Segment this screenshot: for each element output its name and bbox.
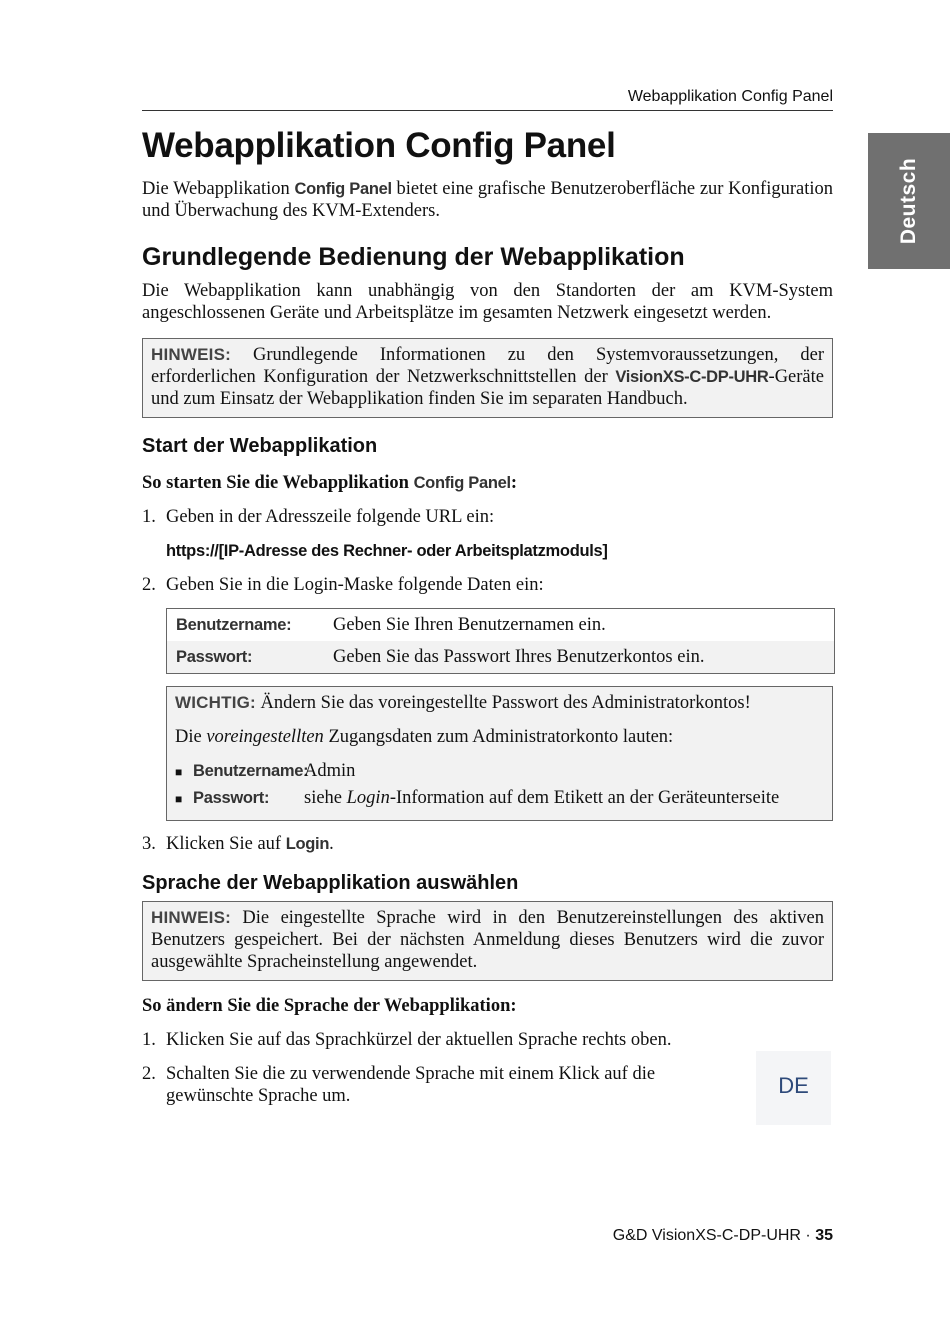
note-text-post: -Geräte und zum Einsatz der Webapplikation finden Sie im separaten Handbuch.: [151, 367, 824, 409]
start-instruction-title: [142, 472, 833, 494]
warning-box: [166, 686, 833, 821]
bullet-key: Benutzername:: [193, 762, 309, 780]
intro-term: Config Panel: [294, 180, 392, 198]
footer-product: G&D VisionXS-C-DP-UHR ·: [612, 1227, 816, 1244]
note-label: HINWEIS:: [151, 345, 231, 364]
warning-text: Ändern Sie das voreingestellte Passwort des Administratorkontos!: [255, 693, 751, 713]
note-device-name: VisionXS-C-DP-UHR: [615, 368, 769, 386]
warning-line-1: [175, 692, 824, 714]
login-key-password: Passwort:: [176, 648, 253, 666]
language-code-button-illustration: [756, 1051, 831, 1125]
step3-pre: Klicken Sie auf: [166, 834, 286, 854]
table-row: [167, 641, 834, 673]
warning-label: WICHTIG:: [175, 693, 256, 712]
login-key-username: Benutzername:: [176, 616, 292, 634]
step-number: 1.: [142, 1030, 156, 1050]
heading-start: Start der Webapplikation: [142, 435, 378, 457]
login-value-password: Geben Sie das Passwort Ihres Benutzerkontos ein.: [333, 647, 705, 667]
language-step-2: [142, 1063, 742, 1107]
start-instr-term: Config Panel: [413, 474, 511, 492]
login-term: Login: [285, 835, 330, 853]
list-item: [175, 760, 824, 783]
list-item: [175, 787, 824, 810]
intro-post: bietet eine grafische Benutzeroberfläche zur Konfiguration und Überwachung des KVM-Extenders.: [142, 179, 833, 221]
step-text: Geben in der Adresszeile folgende URL ein:: [166, 507, 495, 527]
warning-line-2: [175, 726, 824, 748]
heading-basic-operation: Grundlegende Bedienung der Webapplikation: [142, 243, 685, 271]
step-text: Klicken Sie auf das Sprachkürzel der aktuellen Sprache rechts oben.: [166, 1030, 672, 1050]
heading-language: Sprache der Webapplikation auswählen: [142, 872, 519, 894]
start-step-3: [142, 833, 833, 855]
url-text: https://[IP-Adresse des Rechner- oder Arbeitsplatzmoduls]: [166, 542, 608, 560]
note-box-language: [142, 901, 833, 981]
bullet-key: Passwort:: [193, 789, 270, 807]
page-footer: [142, 1227, 833, 1245]
note-text: Die eingestellte Sprache wird in den Benutzereinstellungen des aktiven Benutzers gespeichert. Bei der nächsten Anmeldung dieses Benutzers wird die zuvor ausgewählte Spracheinstellung angewendet.: [151, 908, 824, 972]
header-rule: [142, 110, 833, 111]
page-number: 35: [815, 1227, 833, 1244]
note-box-requirements: [142, 338, 833, 418]
start-instr-pre: So starten Sie die Webapplikation: [142, 473, 414, 493]
step-text: [166, 833, 833, 855]
language-instruction-title: So ändern Sie die Sprache der Webapplikation:: [142, 996, 517, 1016]
language-side-tab: [868, 133, 950, 269]
language-step-1: [142, 1029, 742, 1051]
warning-line2-pre: Die: [175, 727, 207, 747]
login-data-table: [166, 608, 835, 674]
start-step-2: [142, 574, 833, 596]
bullet-square-icon: ■: [175, 765, 183, 779]
running-header: Webapplikation Config Panel: [627, 88, 833, 105]
start-step-1: [142, 506, 833, 528]
note-label: HINWEIS:: [151, 908, 231, 927]
language-code: DE: [778, 1073, 809, 1098]
warning-line2-post: Zugangsdaten zum Administratorkonto lauten:: [323, 727, 674, 747]
main-content: [142, 126, 833, 1119]
step-number: 3.: [142, 834, 156, 854]
note-text-pre: Grundlegende Informationen zu den Systemvoraussetzungen, der erforderlichen Konfiguration der Netzwerkschnittstellen der: [151, 345, 824, 387]
bullet-value: Admin: [304, 761, 356, 781]
side-tab-label: Deutsch: [897, 157, 920, 245]
step-number: 1.: [142, 507, 156, 527]
bullet-value-post: -Information auf dem Etikett an der Geräteunterseite: [389, 788, 780, 808]
basic-paragraph: Die Webapplikation kann unabhängig von den Standorten der am KVM-System angeschlossenen Geräte und Arbeitsplätze im gesamten Netzwerk eingesetzt werden.: [142, 281, 833, 323]
step-number: 2.: [142, 575, 156, 595]
bullet-value-pre: siehe: [304, 788, 347, 808]
bullet-value: [304, 787, 779, 809]
intro-paragraph: [142, 178, 833, 222]
bullet-square-icon: ■: [175, 792, 183, 806]
login-value-username: Geben Sie Ihren Benutzernamen ein.: [333, 615, 606, 635]
step-text: Geben Sie in die Login-Maske folgende Daten ein:: [166, 575, 544, 595]
step-number: 2.: [142, 1064, 156, 1084]
page-title: Webapplikation Config Panel: [142, 126, 616, 165]
intro-pre: Die Webapplikation: [142, 179, 295, 199]
table-row: [167, 609, 834, 641]
warning-line2-em: voreingestellten: [206, 727, 324, 747]
start-instr-post: :: [510, 473, 517, 493]
bullet-value-em: Login: [346, 788, 390, 808]
url-line: [166, 540, 833, 562]
step-text: Schalten Sie die zu verwendende Sprache mit einem Klick auf die gewünschte Sprache um.: [166, 1064, 656, 1106]
step3-post: .: [329, 834, 334, 854]
